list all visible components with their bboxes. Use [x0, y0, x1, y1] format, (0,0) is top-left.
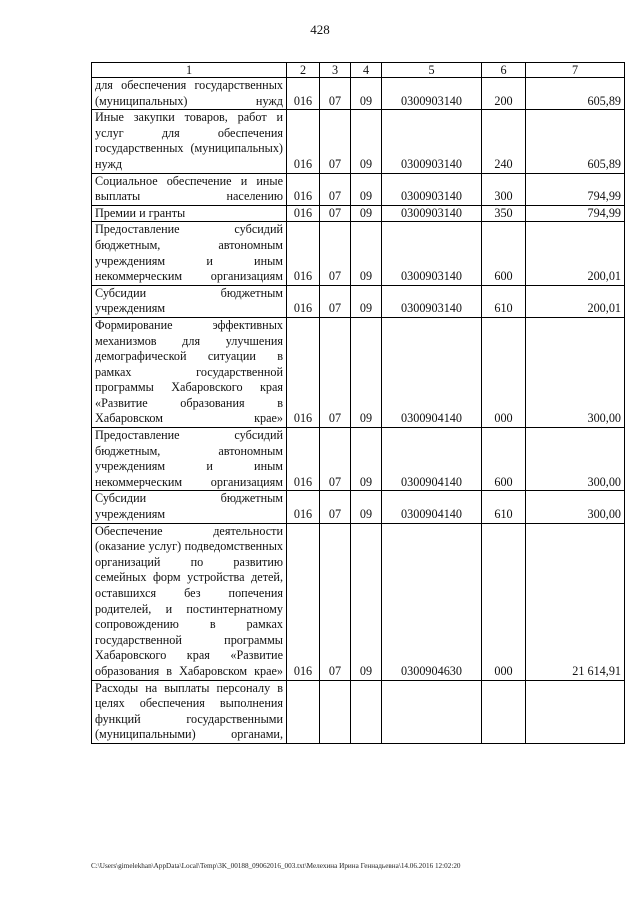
row-name: Предоставление субсидий бюджетным, автономным учреждениям и иным некоммерческим организациям	[92, 222, 287, 285]
row-name: для обеспечения государственных (муниципальных) нужд	[92, 78, 287, 110]
row-section: 07	[320, 110, 351, 173]
row-amount: 605,89	[526, 110, 625, 173]
table-row	[92, 110, 625, 173]
row-ministry-code: 016	[287, 491, 320, 523]
row-ministry-code: 016	[287, 78, 320, 110]
page-number: 428	[310, 22, 330, 37]
row-section: 07	[320, 491, 351, 523]
table-row	[92, 491, 625, 523]
row-amount: 300,00	[526, 491, 625, 523]
header-col-5: 5	[382, 63, 482, 78]
row-ministry-code: 016	[287, 523, 320, 680]
row-target-article: 0300904140	[382, 317, 482, 427]
row-subsection: 09	[351, 285, 382, 317]
row-ministry-code: 016	[287, 173, 320, 205]
row-section: 07	[320, 78, 351, 110]
row-amount: 300,00	[526, 428, 625, 491]
row-subsection: 09	[351, 491, 382, 523]
table-row	[92, 523, 625, 680]
header-col-3: 3	[320, 63, 351, 78]
row-amount: 300,00	[526, 317, 625, 427]
row-expense-type: 350	[482, 205, 526, 222]
row-section: 07	[320, 428, 351, 491]
row-target-article: 0300904630	[382, 523, 482, 680]
row-target-article	[382, 680, 482, 743]
header-col-4: 4	[351, 63, 382, 78]
row-expense-type: 000	[482, 523, 526, 680]
row-name: Расходы на выплаты персоналу в целях обеспечения выполнения функций государственными (муниципальными) органами,	[92, 680, 287, 743]
row-ministry-code: 016	[287, 222, 320, 285]
table-row	[92, 285, 625, 317]
row-section: 07	[320, 285, 351, 317]
budget-table	[91, 62, 625, 744]
row-section: 07	[320, 317, 351, 427]
row-amount: 200,01	[526, 285, 625, 317]
table-row	[92, 222, 625, 285]
header-col-7: 7	[526, 63, 625, 78]
row-expense-type: 200	[482, 78, 526, 110]
row-expense-type: 610	[482, 491, 526, 523]
row-name: Субсидии бюджетным учреждениям	[92, 491, 287, 523]
row-expense-type	[482, 680, 526, 743]
row-target-article: 0300904140	[382, 428, 482, 491]
row-name: Формирование эффективных механизмов для улучшения демографической ситуации в рамках государственной программы Хабаровского края «Развитие образования в Хабаровском крае»	[92, 317, 287, 427]
row-target-article: 0300903140	[382, 222, 482, 285]
row-expense-type: 610	[482, 285, 526, 317]
row-subsection: 09	[351, 222, 382, 285]
row-amount: 605,89	[526, 78, 625, 110]
row-ministry-code: 016	[287, 205, 320, 222]
row-amount: 794,99	[526, 173, 625, 205]
row-subsection: 09	[351, 523, 382, 680]
row-ministry-code: 016	[287, 110, 320, 173]
row-subsection: 09	[351, 428, 382, 491]
row-name: Обеспечение деятельности (оказание услуг) подведомственных организаций по развитию семейных форм устройства детей, оставшихся без попечения родителей, и постинтернатному сопровождению в рамках государственной программы Хабаровского края «Развитие образования в Хабаровском крае»	[92, 523, 287, 680]
row-target-article: 0300903140	[382, 285, 482, 317]
row-subsection: 09	[351, 173, 382, 205]
row-amount: 21 614,91	[526, 523, 625, 680]
row-ministry-code: 016	[287, 317, 320, 427]
table-row	[92, 428, 625, 491]
row-expense-type: 240	[482, 110, 526, 173]
file-path-footer: C:\Users\gimelekhan\AppData\Local\Temp\3K_00188_09062016_003.txt\Мелехина Ирина Геннадьевна\14.06.2016 12:02:20	[91, 862, 461, 870]
table-row	[92, 317, 625, 427]
row-expense-type: 300	[482, 173, 526, 205]
row-amount: 200,01	[526, 222, 625, 285]
row-target-article: 0300903140	[382, 205, 482, 222]
row-ministry-code: 016	[287, 285, 320, 317]
row-name: Премии и гранты	[92, 205, 287, 222]
row-ministry-code: 016	[287, 428, 320, 491]
row-name: Социальное обеспечение и иные выплаты населению	[92, 173, 287, 205]
row-section: 07	[320, 523, 351, 680]
row-subsection: 09	[351, 78, 382, 110]
row-expense-type: 000	[482, 317, 526, 427]
row-amount: 794,99	[526, 205, 625, 222]
row-target-article: 0300904140	[382, 491, 482, 523]
table-row	[92, 205, 625, 222]
row-name: Иные закупки товаров, работ и услуг для обеспечения государственных (муниципальных) нужд	[92, 110, 287, 173]
row-name: Предоставление субсидий бюджетным, автономным учреждениям и иным некоммерческим организациям	[92, 428, 287, 491]
row-section	[320, 680, 351, 743]
row-ministry-code	[287, 680, 320, 743]
header-col-2: 2	[287, 63, 320, 78]
row-expense-type: 600	[482, 222, 526, 285]
row-section: 07	[320, 205, 351, 222]
row-expense-type: 600	[482, 428, 526, 491]
row-subsection	[351, 680, 382, 743]
header-col-6: 6	[482, 63, 526, 78]
row-target-article: 0300903140	[382, 173, 482, 205]
table-header-row	[92, 63, 625, 78]
row-section: 07	[320, 222, 351, 285]
row-target-article: 0300903140	[382, 78, 482, 110]
row-amount	[526, 680, 625, 743]
row-section: 07	[320, 173, 351, 205]
header-col-1: 1	[92, 63, 287, 78]
row-subsection: 09	[351, 110, 382, 173]
table-row	[92, 680, 625, 743]
table-row	[92, 78, 625, 110]
row-name: Субсидии бюджетным учреждениям	[92, 285, 287, 317]
row-subsection: 09	[351, 317, 382, 427]
row-target-article: 0300903140	[382, 110, 482, 173]
row-subsection: 09	[351, 205, 382, 222]
table-row	[92, 173, 625, 205]
